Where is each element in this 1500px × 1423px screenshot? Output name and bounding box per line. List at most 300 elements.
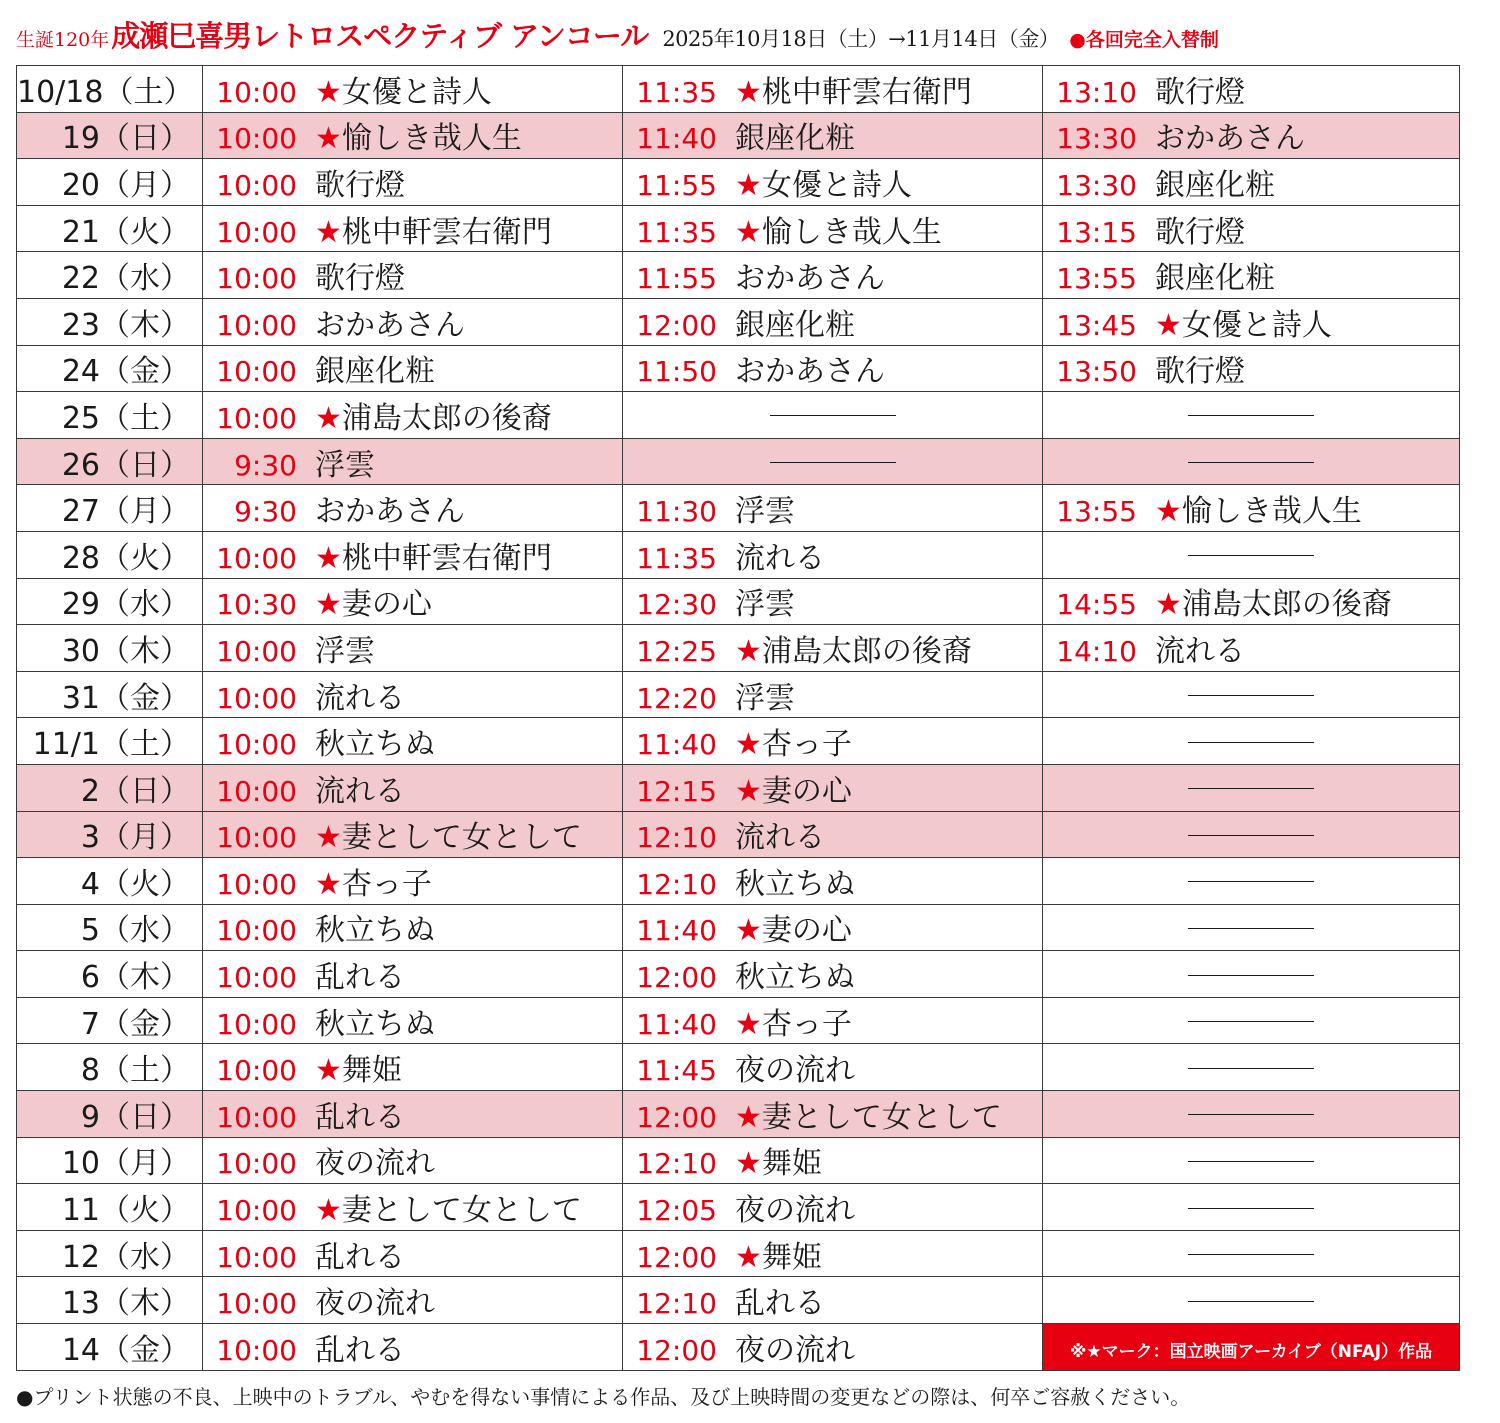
screening-cell <box>203 1091 623 1138</box>
schedule-row <box>17 625 1460 672</box>
film-title: 歌行燈 <box>1155 214 1245 250</box>
star-icon: ★ <box>735 1146 762 1182</box>
schedule-row <box>17 252 1460 299</box>
screening-time: 14:10 <box>1056 634 1137 668</box>
screening-time: 10:00 <box>216 774 297 808</box>
film-title: 浮雲 <box>735 494 795 530</box>
screening-time: 12:00 <box>636 1334 717 1368</box>
date-cell: 10/18（土） <box>17 66 203 113</box>
film-title: 浮雲 <box>735 680 795 716</box>
screening-cell <box>203 1324 623 1371</box>
date-cell: 30（木） <box>17 625 203 672</box>
screening-time: 14:55 <box>1056 588 1137 622</box>
anniversary-label: 生誕120年 <box>16 29 110 51</box>
no-screening-cell <box>1043 1184 1460 1231</box>
screening-time: 12:10 <box>636 1287 717 1321</box>
schedule-row <box>17 1137 1460 1184</box>
schedule-row <box>17 531 1460 578</box>
no-screening-dash <box>770 415 896 416</box>
screening-time: 11:55 <box>636 168 717 202</box>
star-icon: ★ <box>315 866 342 902</box>
screening-cell <box>623 578 1043 625</box>
screening-time: 12:25 <box>636 634 717 668</box>
star-icon: ★ <box>1155 494 1182 530</box>
nfaj-legend-cell <box>1043 1324 1460 1371</box>
screening-cell <box>203 252 623 299</box>
no-screening-cell <box>1043 1277 1460 1324</box>
screening-time: 10:00 <box>216 215 297 249</box>
film-title: 桃中軒雲右衛門 <box>341 540 552 576</box>
schedule-row <box>17 718 1460 765</box>
date-cell: 11（火） <box>17 1184 203 1231</box>
screening-time: 13:10 <box>1056 75 1137 109</box>
star-icon: ★ <box>735 167 762 203</box>
screening-cell <box>623 298 1043 345</box>
screening-time: 12:30 <box>636 588 717 622</box>
screening-cell <box>203 345 623 392</box>
star-icon: ★ <box>735 74 762 110</box>
screening-cell <box>1043 298 1460 345</box>
page-header <box>16 14 1484 60</box>
screening-cell <box>623 1091 1043 1138</box>
film-title: 流れる <box>315 773 405 809</box>
screening-cell <box>203 392 623 439</box>
screening-cell <box>623 1230 1043 1277</box>
screening-time: 12:05 <box>636 1194 717 1228</box>
schedule-table <box>16 65 1460 1371</box>
screening-cell <box>1043 205 1460 252</box>
star-icon: ★ <box>315 587 342 623</box>
no-screening-cell <box>1043 671 1460 718</box>
screening-cell <box>1043 66 1460 113</box>
schedule-row <box>17 764 1460 811</box>
screening-time: 12:00 <box>636 308 717 342</box>
screening-time: 10:00 <box>216 1007 297 1041</box>
film-title: 銀座化粧 <box>315 354 435 390</box>
star-icon: ★ <box>735 214 762 250</box>
film-title: 流れる <box>735 820 825 856</box>
date-cell: 20（月） <box>17 159 203 206</box>
screening-time: 10:00 <box>216 634 297 668</box>
no-screening-cell <box>1043 997 1460 1044</box>
screening-time: 11:50 <box>636 355 717 389</box>
schedule-row <box>17 112 1460 159</box>
footnote: ●プリント状態の不良、上映中のトラブル、やむを得ない事情による作品、及び上映時間の変更などの際は、何卒ご容赦ください。 <box>16 1385 1191 1409</box>
no-screening-cell <box>1043 1230 1460 1277</box>
film-title: 夜の流れ <box>735 1053 855 1089</box>
no-screening-cell <box>623 438 1043 485</box>
screening-cell <box>623 252 1043 299</box>
screening-cell <box>623 112 1043 159</box>
schedule-row <box>17 438 1460 485</box>
film-title: 秋立ちぬ <box>315 1006 435 1042</box>
film-title: 銀座化粧 <box>735 307 855 343</box>
film-title: 歌行燈 <box>1155 74 1245 110</box>
screening-time: 12:10 <box>636 1147 717 1181</box>
film-title: 歌行燈 <box>315 167 405 203</box>
film-title: 夜の流れ <box>315 1146 435 1182</box>
no-screening-dash <box>1188 1114 1314 1115</box>
screening-cell <box>203 438 623 485</box>
screening-cell <box>203 1184 623 1231</box>
schedule-row <box>17 298 1460 345</box>
screening-cell <box>623 205 1043 252</box>
screening-time: 10:30 <box>216 588 297 622</box>
schedule-row <box>17 997 1460 1044</box>
screening-cell <box>623 531 1043 578</box>
screening-time: 12:00 <box>636 1100 717 1134</box>
screening-time: 13:50 <box>1056 355 1137 389</box>
screening-cell <box>623 904 1043 951</box>
film-title: 女優と詩人 <box>1181 307 1332 343</box>
screening-cell <box>623 1184 1043 1231</box>
no-screening-dash <box>1188 788 1314 789</box>
screening-time: 13:55 <box>1056 495 1137 529</box>
film-title: 銀座化粧 <box>735 121 855 157</box>
film-title: 愉しき哉人生 <box>341 121 522 157</box>
screening-cell <box>623 858 1043 905</box>
date-cell: 23（木） <box>17 298 203 345</box>
schedule-row <box>17 1324 1460 1371</box>
date-cell: 6（木） <box>17 951 203 998</box>
screening-time: 10:00 <box>216 1194 297 1228</box>
screening-time: 11:35 <box>636 215 717 249</box>
no-screening-dash <box>1188 928 1314 929</box>
film-title: 桃中軒雲右衛門 <box>761 74 972 110</box>
screening-cell <box>203 205 623 252</box>
no-screening-cell <box>1043 1044 1460 1091</box>
screening-cell <box>203 764 623 811</box>
screening-cell <box>203 671 623 718</box>
film-title: 舞姫 <box>761 1239 822 1275</box>
screening-time: 12:00 <box>636 1240 717 1274</box>
screening-time: 13:15 <box>1056 215 1137 249</box>
no-screening-dash <box>1188 1254 1314 1255</box>
screening-cell <box>203 1044 623 1091</box>
film-title: 妻として女として <box>341 1193 582 1229</box>
screening-time: 11:30 <box>636 495 717 529</box>
film-title: 妻の心 <box>341 587 432 623</box>
star-icon: ★ <box>735 633 762 669</box>
no-screening-dash <box>1188 462 1314 463</box>
film-title: おかあさん <box>315 494 465 530</box>
screening-cell <box>203 811 623 858</box>
date-cell: 25（土） <box>17 392 203 439</box>
no-screening-cell <box>1043 1137 1460 1184</box>
film-title: 浮雲 <box>735 587 795 623</box>
star-icon: ★ <box>315 121 342 157</box>
star-icon: ★ <box>735 1006 762 1042</box>
film-title: 秋立ちぬ <box>315 913 435 949</box>
star-icon: ★ <box>315 1053 342 1089</box>
film-title: 女優と詩人 <box>341 74 492 110</box>
film-title: 妻として女として <box>341 820 582 856</box>
schedule-row <box>17 1277 1460 1324</box>
film-title: 乱れる <box>315 1099 405 1135</box>
film-title: 銀座化粧 <box>1155 261 1275 297</box>
schedule-row <box>17 951 1460 998</box>
no-screening-dash <box>1188 1161 1314 1162</box>
date-cell: 3（月） <box>17 811 203 858</box>
film-title: 愉しき哉人生 <box>1181 494 1362 530</box>
star-icon: ★ <box>735 1239 762 1275</box>
film-title: 夜の流れ <box>735 1193 855 1229</box>
no-screening-dash <box>1188 555 1314 556</box>
screening-time: 12:15 <box>636 774 717 808</box>
star-icon: ★ <box>315 214 342 250</box>
no-screening-cell <box>1043 764 1460 811</box>
no-screening-cell <box>1043 392 1460 439</box>
screening-cell <box>623 671 1043 718</box>
film-title: 杏っ子 <box>761 1006 852 1042</box>
schedule-row <box>17 578 1460 625</box>
screening-time: 10:00 <box>216 1100 297 1134</box>
film-title: 流れる <box>735 540 825 576</box>
page-title: 成瀬巳喜男レトロスペクティブ アンコール <box>111 19 649 53</box>
film-title: 夜の流れ <box>735 1333 855 1369</box>
screening-time: 12:10 <box>636 867 717 901</box>
screening-time: 11:55 <box>636 262 717 296</box>
film-title: 杏っ子 <box>761 727 852 763</box>
screening-cell <box>1043 485 1460 532</box>
no-screening-cell <box>1043 718 1460 765</box>
date-cell: 31（金） <box>17 671 203 718</box>
screening-cell <box>623 811 1043 858</box>
screening-time: 10:00 <box>216 168 297 202</box>
screening-time: 10:00 <box>216 401 297 435</box>
screening-cell <box>203 718 623 765</box>
date-cell: 11/1（土） <box>17 718 203 765</box>
star-icon: ★ <box>735 727 762 763</box>
film-title: 愉しき哉人生 <box>761 214 942 250</box>
screening-time: 10:00 <box>216 1147 297 1181</box>
screening-cell <box>1043 578 1460 625</box>
screening-cell <box>623 997 1043 1044</box>
star-icon: ★ <box>315 400 342 436</box>
screening-time: 11:35 <box>636 75 717 109</box>
screening-time: 11:35 <box>636 541 717 575</box>
film-title: 妻として女として <box>761 1099 1002 1135</box>
film-title: 浦島太郎の後裔 <box>341 400 552 436</box>
no-screening-cell <box>1043 904 1460 951</box>
screening-time: 10:00 <box>216 1334 297 1368</box>
film-title: 妻の心 <box>761 913 852 949</box>
no-screening-dash <box>1188 1021 1314 1022</box>
no-screening-dash <box>1188 695 1314 696</box>
star-icon: ★ <box>1155 587 1182 623</box>
no-screening-dash <box>1188 415 1314 416</box>
film-title: 杏っ子 <box>341 866 432 902</box>
screening-time: 10:00 <box>216 961 297 995</box>
film-title: 流れる <box>315 680 405 716</box>
screening-time: 12:10 <box>636 821 717 855</box>
screening-cell <box>623 625 1043 672</box>
screening-cell <box>203 112 623 159</box>
screening-time: 10:00 <box>216 728 297 762</box>
screening-cell <box>203 485 623 532</box>
screening-time: 10:00 <box>216 1287 297 1321</box>
film-title: 乱れる <box>735 1286 825 1322</box>
date-cell: 5（水） <box>17 904 203 951</box>
star-icon: ★ <box>1155 307 1182 343</box>
screening-time: 11:45 <box>636 1054 717 1088</box>
film-title: おかあさん <box>315 307 465 343</box>
film-title: 秋立ちぬ <box>735 960 855 996</box>
schedule-row <box>17 485 1460 532</box>
screening-cell <box>623 1137 1043 1184</box>
date-cell: 28（火） <box>17 531 203 578</box>
screening-time: 10:00 <box>216 914 297 948</box>
screening-cell <box>623 159 1043 206</box>
screening-time: 10:00 <box>216 681 297 715</box>
film-title: おかあさん <box>1155 121 1305 157</box>
screening-time: 13:30 <box>1056 122 1137 156</box>
date-cell: 21（火） <box>17 205 203 252</box>
date-cell: 27（月） <box>17 485 203 532</box>
screening-cell <box>203 997 623 1044</box>
screening-time: 12:20 <box>636 681 717 715</box>
film-title: 銀座化粧 <box>1155 167 1275 203</box>
date-cell: 24（金） <box>17 345 203 392</box>
screening-time: 10:00 <box>216 75 297 109</box>
screening-cell <box>623 1324 1043 1371</box>
no-screening-dash <box>1188 742 1314 743</box>
screening-time: 10:00 <box>216 308 297 342</box>
star-icon: ★ <box>315 74 342 110</box>
screening-cell <box>203 298 623 345</box>
date-cell: 22（水） <box>17 252 203 299</box>
film-title: 女優と詩人 <box>761 167 912 203</box>
date-cell: 10（月） <box>17 1137 203 1184</box>
no-screening-cell <box>1043 811 1460 858</box>
schedule-row <box>17 205 1460 252</box>
screening-time: 10:00 <box>216 867 297 901</box>
schedule-row <box>17 1044 1460 1091</box>
star-icon: ★ <box>315 540 342 576</box>
screening-cell <box>623 764 1043 811</box>
no-screening-dash <box>770 462 896 463</box>
schedule-row <box>17 392 1460 439</box>
screening-cell <box>203 951 623 998</box>
date-cell: 13（木） <box>17 1277 203 1324</box>
film-title: 秋立ちぬ <box>735 866 855 902</box>
film-title: 浦島太郎の後裔 <box>1181 587 1392 623</box>
screening-cell <box>623 485 1043 532</box>
screening-cell <box>203 578 623 625</box>
screening-cell <box>203 66 623 113</box>
film-title: 乱れる <box>315 1333 405 1369</box>
date-cell: 9（日） <box>17 1091 203 1138</box>
screening-time: 10:00 <box>216 1054 297 1088</box>
screening-cell <box>203 531 623 578</box>
screening-cell <box>203 858 623 905</box>
screening-cell <box>623 718 1043 765</box>
screening-cell <box>1043 159 1460 206</box>
screening-cell <box>623 345 1043 392</box>
no-screening-dash <box>1188 881 1314 882</box>
schedule-row <box>17 1230 1460 1277</box>
screening-cell <box>1043 252 1460 299</box>
screening-time: 13:55 <box>1056 262 1137 296</box>
film-title: 桃中軒雲右衛門 <box>341 214 552 250</box>
screening-time: 10:00 <box>216 262 297 296</box>
film-title: 妻の心 <box>761 773 852 809</box>
screening-time: 10:00 <box>216 355 297 389</box>
screening-time: 10:00 <box>216 122 297 156</box>
date-cell: 29（水） <box>17 578 203 625</box>
screening-cell <box>1043 112 1460 159</box>
screening-time: 11:40 <box>636 122 717 156</box>
screening-time: 10:00 <box>216 821 297 855</box>
no-screening-cell <box>1043 951 1460 998</box>
schedule-row <box>17 159 1460 206</box>
no-screening-cell <box>623 392 1043 439</box>
no-screening-dash <box>1188 1301 1314 1302</box>
screening-cell <box>623 1044 1043 1091</box>
date-cell: 14（金） <box>17 1324 203 1371</box>
date-cell: 4（火） <box>17 858 203 905</box>
schedule-row <box>17 1184 1460 1231</box>
star-icon: ★ <box>735 913 762 949</box>
star-icon: ★ <box>315 820 342 856</box>
screening-time: 11:40 <box>636 914 717 948</box>
screening-time: 9:30 <box>234 448 297 482</box>
schedule-row <box>17 66 1460 113</box>
date-range: 2025年10月18日（土）→11月14日（金） <box>662 27 1060 51</box>
schedule-row <box>17 671 1460 718</box>
film-title: 秋立ちぬ <box>315 727 435 763</box>
date-cell: 12（水） <box>17 1230 203 1277</box>
film-title: 歌行燈 <box>315 261 405 297</box>
screening-cell <box>203 1277 623 1324</box>
screening-time: 13:45 <box>1056 308 1137 342</box>
film-title: 流れる <box>1155 633 1245 669</box>
film-title: おかあさん <box>735 354 885 390</box>
date-cell: 7（金） <box>17 997 203 1044</box>
schedule-row <box>17 904 1460 951</box>
film-title: 歌行燈 <box>1155 354 1245 390</box>
screening-time: 11:40 <box>636 1007 717 1041</box>
screening-cell <box>203 625 623 672</box>
schedule-row <box>17 858 1460 905</box>
admission-note: ●各回完全入替制 <box>1069 29 1219 51</box>
date-cell: 19（日） <box>17 112 203 159</box>
screening-time: 10:00 <box>216 541 297 575</box>
screening-time: 10:00 <box>216 1240 297 1274</box>
film-title: 浦島太郎の後裔 <box>761 633 972 669</box>
film-title: 浮雲 <box>315 633 375 669</box>
star-icon: ★ <box>315 1193 342 1229</box>
film-title: 浮雲 <box>315 447 375 483</box>
film-title: おかあさん <box>735 261 885 297</box>
date-cell: 26（日） <box>17 438 203 485</box>
schedule-row <box>17 811 1460 858</box>
screening-cell <box>623 66 1043 113</box>
film-title: 舞姫 <box>341 1053 402 1089</box>
screening-cell <box>623 951 1043 998</box>
screening-cell <box>203 1230 623 1277</box>
no-screening-cell <box>1043 1091 1460 1138</box>
no-screening-cell <box>1043 858 1460 905</box>
star-icon: ★ <box>735 773 762 809</box>
screening-cell <box>1043 345 1460 392</box>
no-screening-cell <box>1043 531 1460 578</box>
screening-time: 9:30 <box>234 495 297 529</box>
screening-cell <box>203 1137 623 1184</box>
no-screening-dash <box>1188 1068 1314 1069</box>
no-screening-cell <box>1043 438 1460 485</box>
schedule-body <box>17 66 1460 1371</box>
